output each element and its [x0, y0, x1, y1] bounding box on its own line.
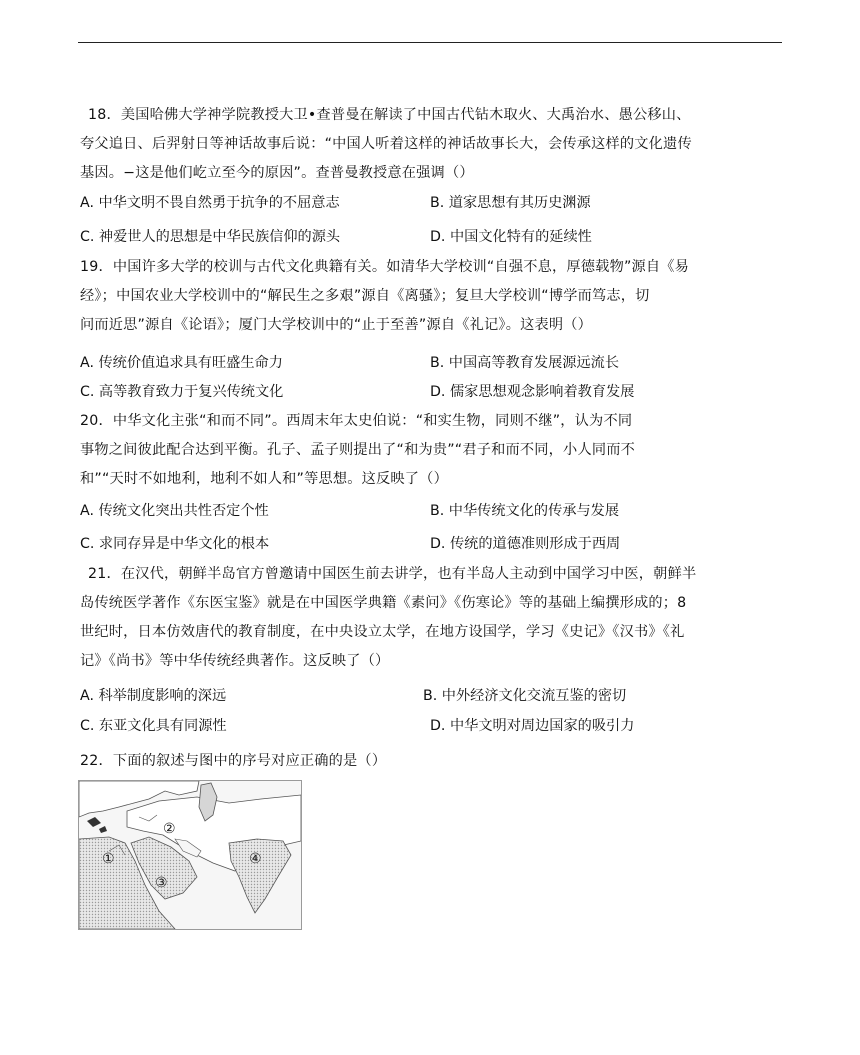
q19-option-c[interactable]: C. 高等教育致力于复兴传统文化: [80, 384, 284, 400]
q20-option-a[interactable]: A. 传统文化突出共性否定个性: [80, 503, 269, 519]
q18-stem-line-2: 夸父追日、后羿射日等神话故事后说：“中国人听着这样的神话故事长大，会传承这样的文化遗传: [80, 136, 692, 152]
q20-option-c[interactable]: C. 求同存异是中华文化的根本: [80, 536, 270, 552]
q18-option-c[interactable]: C. 神爱世人的思想是中华民族信仰的源头: [80, 229, 341, 245]
q21-stem-line-1: 21．在汉代，朝鲜半岛官方曾邀请中国医生前去讲学，也有半岛人主动到中国学习中医，朝鲜半: [88, 566, 697, 582]
q20-stem-line-2: 事物之间彼此配合达到平衡。孔子、孟子则提出了“和为贵”“君子和而不同，小人同而不: [80, 442, 635, 458]
map-marker-4: ④: [249, 851, 262, 867]
q18-stem-line-1: 18．美国哈佛大学神学院教授大卫•查普曼在解读了中国古代钻木取火、大禹治水、愚公移山、: [88, 107, 691, 123]
q21-option-d[interactable]: D. 中华文明对周边国家的吸引力: [430, 718, 635, 734]
q21-option-b[interactable]: B. 中外经济文化交流互鉴的密切: [423, 688, 627, 704]
q21-stem-line-2: 岛传统医学著作《东医宝鉴》就是在中国医学典籍《素问》《伤寒论》等的基础上编撰形成的；8: [80, 595, 687, 611]
map-marker-2: ②: [163, 821, 176, 837]
q19-stem-line-2: 经》；中国农业大学校训中的“解民生之多艰”源自《离骚》；复旦大学校训“博学而笃志，切: [80, 288, 650, 304]
q21-stem-line-4: 记》《尚书》等中华传统经典著作。这反映了（）: [80, 653, 390, 669]
map-marker-3: ③: [155, 875, 168, 891]
q20-stem-line-1: 20．中华文化主张“和而不同”。西周末年太史伯说：“和实生物，同则不继”，认为不同: [80, 413, 633, 429]
map-marker-1: ①: [102, 851, 115, 867]
q21-stem-line-3: 世纪时，日本仿效唐代的教育制度，在中央设立太学，在地方设国学，学习《史记》《汉书》《礼: [80, 624, 685, 640]
map-illustration: [79, 781, 301, 929]
q18-option-d[interactable]: D. 中国文化特有的延续性: [430, 229, 592, 245]
map-figure: [78, 780, 302, 930]
q20-option-d[interactable]: D. 传统的道德准则形成于西周: [430, 536, 621, 552]
q19-stem-line-3: 问而近思”源自《论语》；厦门大学校训中的“止于至善”源自《礼记》。这表明（）: [80, 317, 593, 333]
q22-stem-line-1: 22．下面的叙述与图中的序号对应正确的是（）: [80, 753, 387, 769]
q19-option-a[interactable]: A. 传统价值追求具有旺盛生命力: [80, 355, 283, 371]
q20-stem-line-3: 和”“天时不如地利，地利不如人和”等思想。这反映了（）: [80, 471, 448, 487]
q21-option-a[interactable]: A. 科举制度影响的深远: [80, 688, 227, 704]
q21-option-c[interactable]: C. 东亚文化具有同源性: [80, 718, 227, 734]
q18-stem-line-3: 基因。−这是他们屹立至今的原因”。查普曼教授意在强调（）: [80, 165, 474, 181]
header-rule: [78, 42, 782, 43]
q19-stem-line-1: 19．中国许多大学的校训与古代文化典籍有关。如清华大学校训“自强不息，厚德载物”源自《易: [80, 259, 690, 275]
q20-option-b[interactable]: B. 中华传统文化的传承与发展: [430, 503, 620, 519]
q18-option-a[interactable]: A. 中华文明不畏自然勇于抗争的不屈意志: [80, 195, 340, 211]
q18-option-b[interactable]: B. 道家思想有其历史渊源: [430, 195, 591, 211]
q19-option-b[interactable]: B. 中国高等教育发展源远流长: [430, 355, 620, 371]
q19-option-d[interactable]: D. 儒家思想观念影响着教育发展: [430, 384, 635, 400]
